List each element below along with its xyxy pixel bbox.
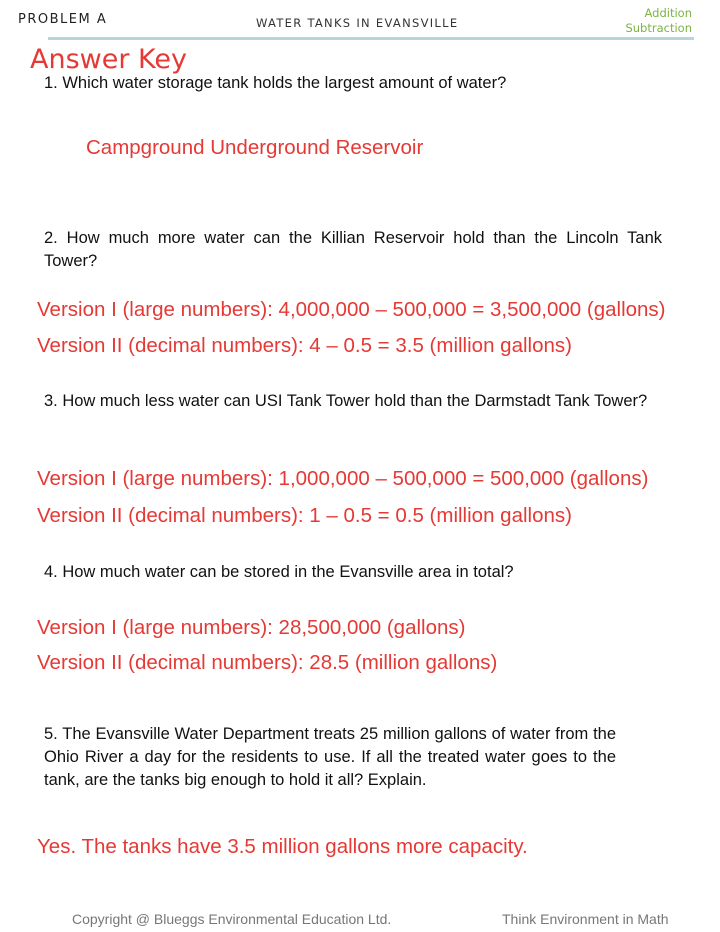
problem-label: PROBLEM A: [18, 12, 108, 27]
footer-tagline: Think Environment in Math: [502, 911, 669, 927]
answer-4-version-2: Version II (decimal numbers): 28.5 (million gallons): [37, 651, 498, 674]
answer-2-version-1: Version I (large numbers): 4,000,000 – 500,000 = 3,500,000 (gallons): [37, 298, 666, 321]
question-1: 1. Which water storage tank holds the largest amount of water?: [44, 74, 507, 92]
worksheet-title: WATER TANKS IN EVANSVILLE: [256, 16, 459, 30]
question-3: 3. How much less water can USI Tank Tower hold than the Darmstadt Tank Tower?: [44, 392, 648, 410]
answer-5: Yes. The tanks have 3.5 million gallons more capacity.: [37, 835, 528, 858]
header-divider: [48, 37, 694, 40]
question-4: 4. How much water can be stored in the Evansville area in total?: [44, 563, 514, 581]
answer-4-version-1: Version I (large numbers): 28,500,000 (gallons): [37, 616, 466, 639]
answer-2-version-2: Version II (decimal numbers): 4 – 0.5 = 3.5 (million gallons): [37, 334, 572, 357]
question-2: 2. How much more water can the Killian Reservoir hold than the Lincoln Tank Tower?: [44, 229, 662, 270]
answer-3-version-1: Version I (large numbers): 1,000,000 – 500,000 = 500,000 (gallons): [37, 467, 649, 490]
footer-copyright: Copyright @ Blueggs Environmental Education Ltd.: [72, 911, 392, 927]
topic-tags: [625, 6, 692, 36]
answer-key-label: Answer Key: [30, 44, 187, 75]
answer-1: Campground Underground Reservoir: [86, 136, 424, 159]
tag-subtraction: Subtraction: [625, 21, 692, 35]
question-5: 5. The Evansville Water Department treats 25 million gallons of water from the Ohio River a day for the residents to use. If all the treated water goes to the tank, are the tanks big enough to hold it all? Explain.: [44, 725, 616, 789]
answer-3-version-2: Version II (decimal numbers): 1 – 0.5 = 0.5 (million gallons): [37, 504, 572, 527]
tag-addition: Addition: [644, 6, 692, 20]
